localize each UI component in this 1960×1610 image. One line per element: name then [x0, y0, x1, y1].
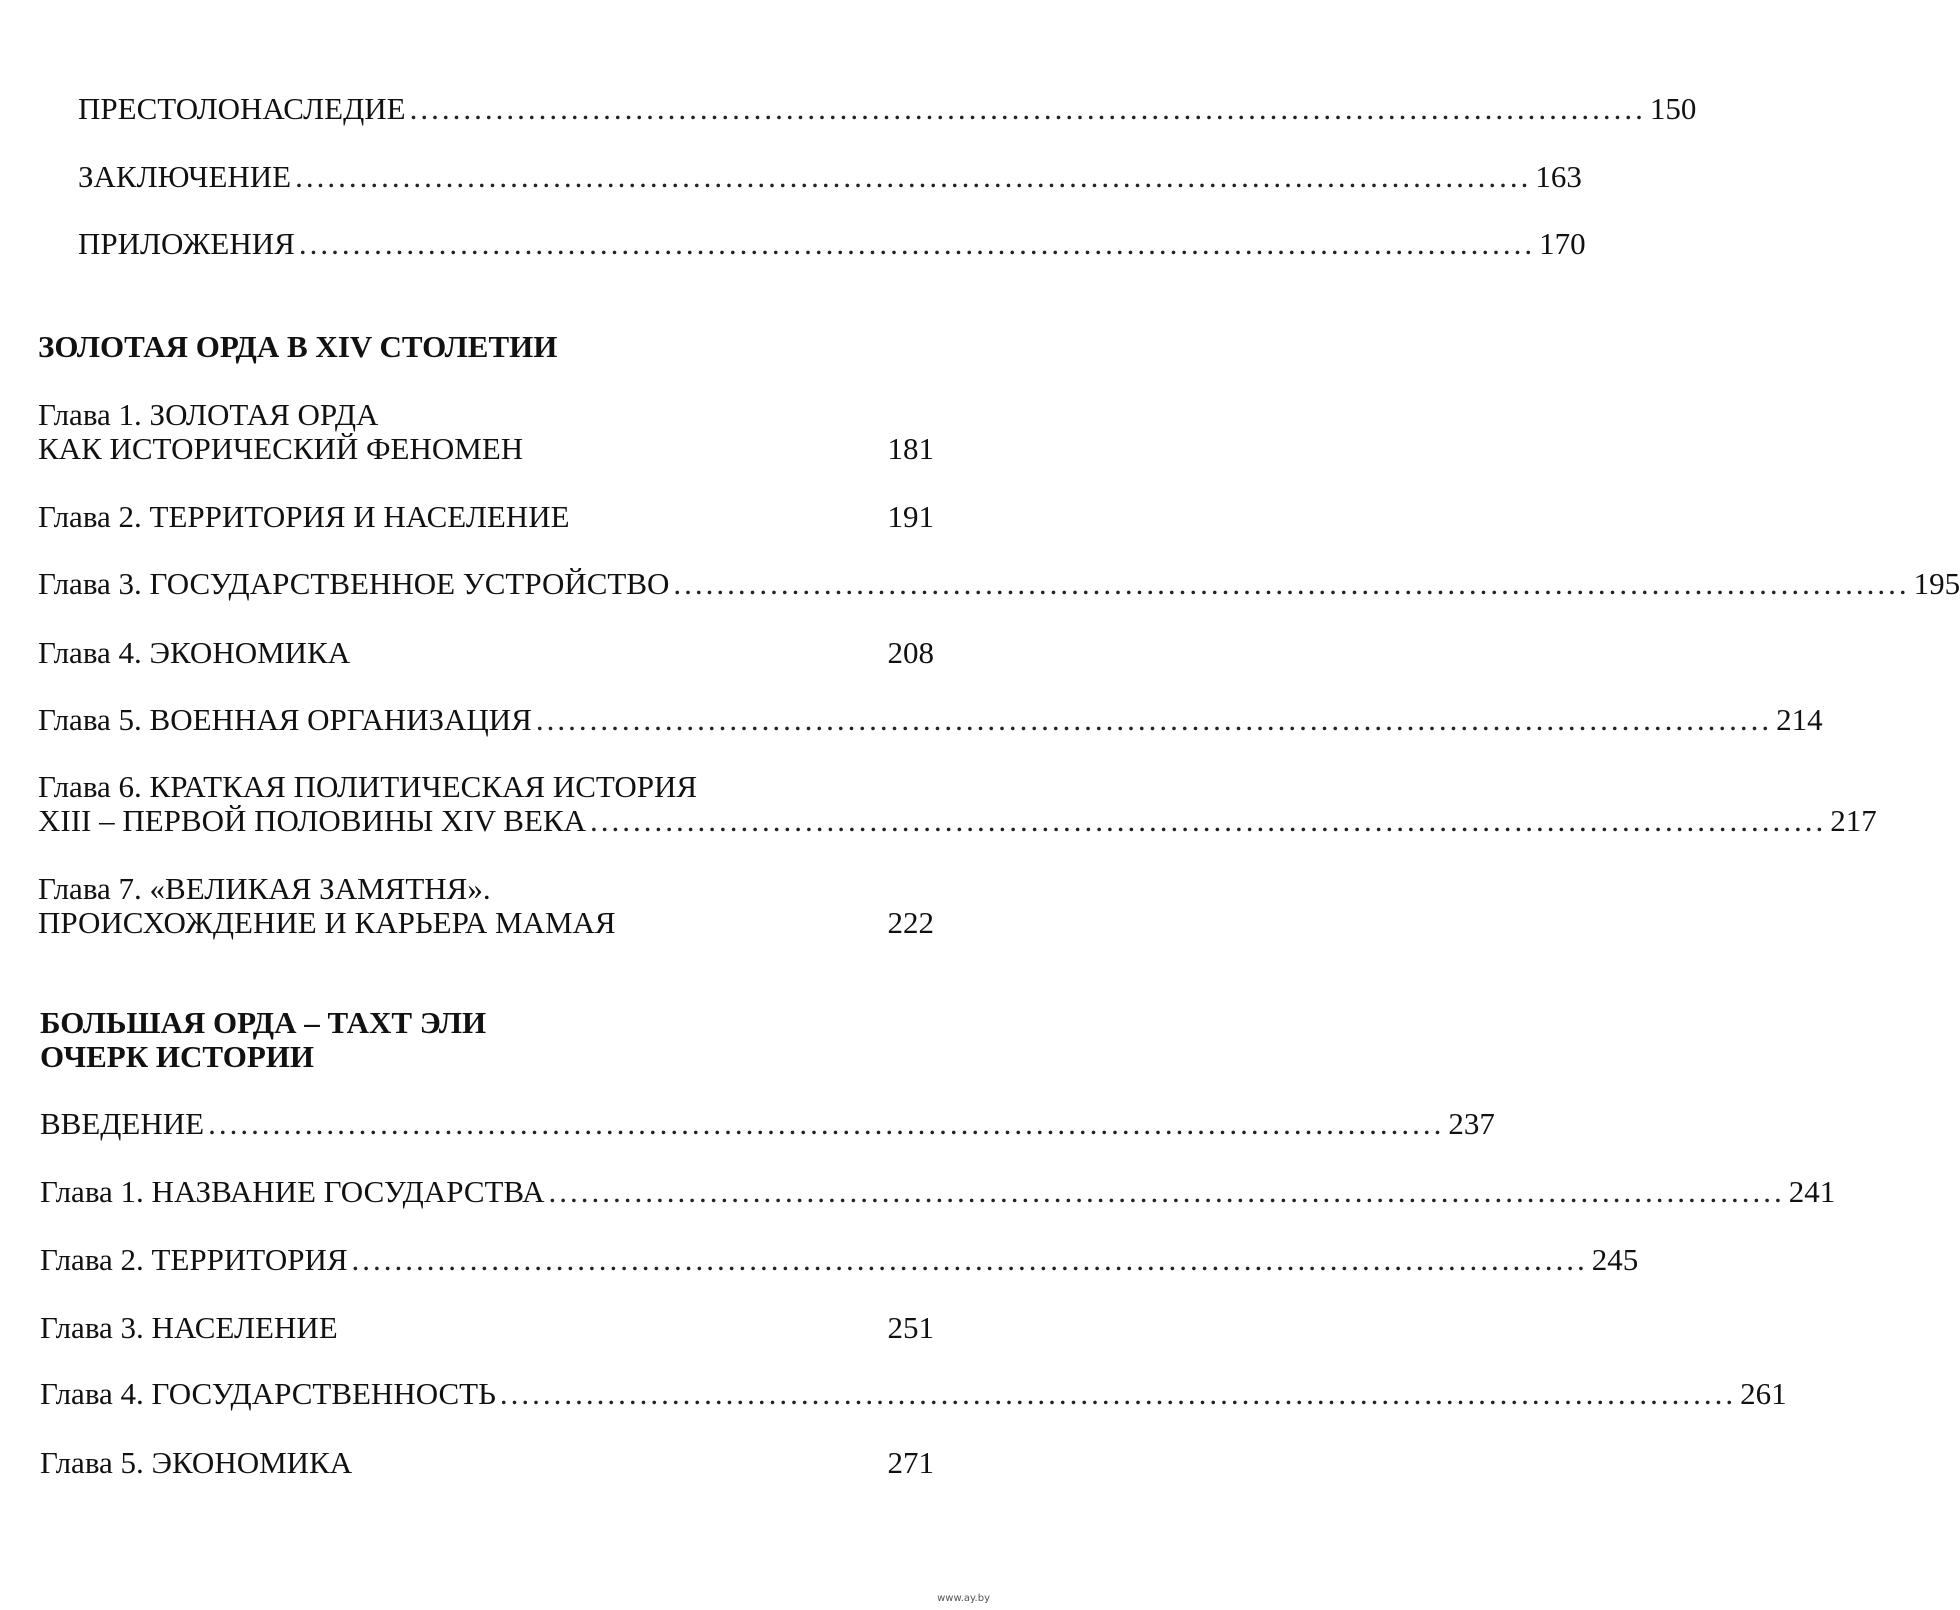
toc-entry-title: Глава 5. ВОЕННАЯ ОРГАНИЗАЦИЯ: [38, 702, 532, 737]
toc-entry-title-line2: КАК ИСТОРИЧЕСКИЙ ФЕНОМЕН: [38, 431, 524, 466]
toc-entry-title-line1: Глава 7. «ВЕЛИКАЯ ЗАМЯТНЯ».: [38, 871, 491, 906]
dot-leader: ...................................................................................................................: [409, 91, 1646, 126]
leader-space: [356, 1446, 883, 1480]
toc-entry-p2-ch3: [38, 566, 1960, 601]
toc-entry-title-line2: ПРОИСХОЖДЕНИЕ И КАРЬЕРА МАМАЯ: [38, 905, 616, 940]
toc-entry-prestolonasledie: [78, 91, 1697, 126]
toc-entry-page: 214: [1776, 702, 1823, 737]
toc-entry-title: ВВЕДЕНИЕ: [40, 1106, 205, 1141]
dot-leader: ...................................................................................................................: [295, 159, 1532, 194]
toc-entry-page: 261: [1740, 1376, 1787, 1411]
toc-entry-title: Глава 3. ГОСУДАРСТВЕННОЕ УСТРОЙСТВО: [38, 566, 670, 601]
section-heading-line2: ОЧЕРК ИСТОРИИ: [40, 1039, 314, 1074]
toc-entry-title: Глава 4. ГОСУДАРСТВЕННОСТЬ: [40, 1376, 496, 1411]
toc-entry-title: Глава 2. ТЕРРИТОРИЯ: [40, 1242, 348, 1277]
toc-entry-p3-intro: [40, 1106, 1495, 1141]
toc-entry-page: 208: [887, 635, 934, 670]
leader-space: [574, 500, 884, 534]
leader-space: [354, 636, 883, 670]
toc-entry-p3-ch2: [40, 1242, 1639, 1277]
toc-entry-p3-ch1: [40, 1174, 1836, 1209]
toc-entry-title: Глава 4. ЭКОНОМИКА: [38, 635, 351, 670]
toc-entry-page: 271: [887, 1445, 934, 1480]
toc-entry-p2-ch6: [38, 769, 1877, 838]
dot-leader: ...................................................................................................................: [351, 1242, 1588, 1277]
toc-entry-page: 170: [1539, 226, 1586, 261]
leader-space: [342, 1311, 884, 1345]
toc-entry-page: 163: [1535, 159, 1582, 194]
toc-entry-title: ЗАКЛЮЧЕНИЕ: [78, 159, 292, 194]
toc-entry-title: Глава 3. НАСЕЛЕНИЕ: [40, 1310, 338, 1345]
toc-entry-page: 195: [1913, 566, 1960, 601]
toc-entry-title: Глава 2. ТЕРРИТОРИЯ И НАСЕЛЕНИЕ: [38, 499, 570, 534]
leader-space: [527, 432, 883, 466]
dot-leader: ...................................................................................................................: [499, 1376, 1737, 1411]
toc-entry-p2-ch1: [38, 398, 934, 466]
dot-leader: ...................................................................................................................: [208, 1106, 1445, 1141]
toc-entry-p3-ch3: [40, 1311, 934, 1345]
dot-leader: ...................................................................................................................: [298, 226, 1536, 261]
toc-entry-p3-ch4: [40, 1376, 1787, 1411]
toc-entry-page: 237: [1448, 1106, 1495, 1141]
toc-entry-title-line2: XIII – ПЕРВОЙ ПОЛОВИНЫ XIV ВЕКА: [38, 803, 586, 838]
section-heading-golden-horde: ЗОЛОТАЯ ОРДА В XIV СТОЛЕТИИ: [38, 329, 558, 364]
toc-entry-page: 245: [1591, 1242, 1639, 1277]
toc-entry-title: ПРИЛОЖЕНИЯ: [78, 226, 295, 261]
toc-entry-page: 241: [1788, 1174, 1836, 1209]
section-heading-great-horde: [40, 1006, 486, 1074]
toc-entry-title: Глава 5. ЭКОНОМИКА: [40, 1445, 353, 1480]
toc-entry-page: 251: [887, 1310, 934, 1345]
toc-entry-title-line1: Глава 1. ЗОЛОТАЯ ОРДА: [38, 397, 379, 432]
toc-entry-zaklyuchenie: [78, 159, 1582, 194]
section-heading-line1: БОЛЬШАЯ ОРДА – ТАХТ ЭЛИ: [40, 1005, 487, 1040]
toc-entry-title: ПРЕСТОЛОНАСЛЕДИЕ: [78, 91, 406, 126]
dot-leader: ...................................................................................................................: [673, 566, 1910, 601]
toc-entry-page: 150: [1649, 91, 1697, 126]
dot-leader: ...................................................................................................................: [548, 1174, 1785, 1209]
toc-entry-page: 191: [887, 499, 934, 534]
toc-entry-p2-ch4: [38, 636, 934, 670]
toc-entry-page: 181: [887, 431, 934, 466]
toc-entry-p3-ch5: [40, 1446, 934, 1480]
toc-entry-p2-ch7: [38, 872, 934, 940]
leader-space: [620, 906, 884, 940]
toc-entry-prilozheniya: [78, 226, 1586, 261]
toc-entry-title: Глава 1. НАЗВАНИЕ ГОСУДАРСТВА: [40, 1174, 545, 1209]
dot-leader: ...................................................................................................................: [535, 702, 1773, 737]
toc-entry-page: 217: [1830, 803, 1877, 838]
watermark: www.ay.by: [937, 1593, 990, 1604]
toc-entry-title-line1: Глава 6. КРАТКАЯ ПОЛИТИЧЕСКАЯ ИСТОРИЯ: [38, 769, 698, 804]
dot-leader: ...................................................................................................................: [589, 803, 1827, 838]
toc-entry-p2-ch5: [38, 702, 1823, 737]
toc-entry-page: 222: [887, 905, 934, 940]
toc-entry-p2-ch2: [38, 500, 934, 534]
